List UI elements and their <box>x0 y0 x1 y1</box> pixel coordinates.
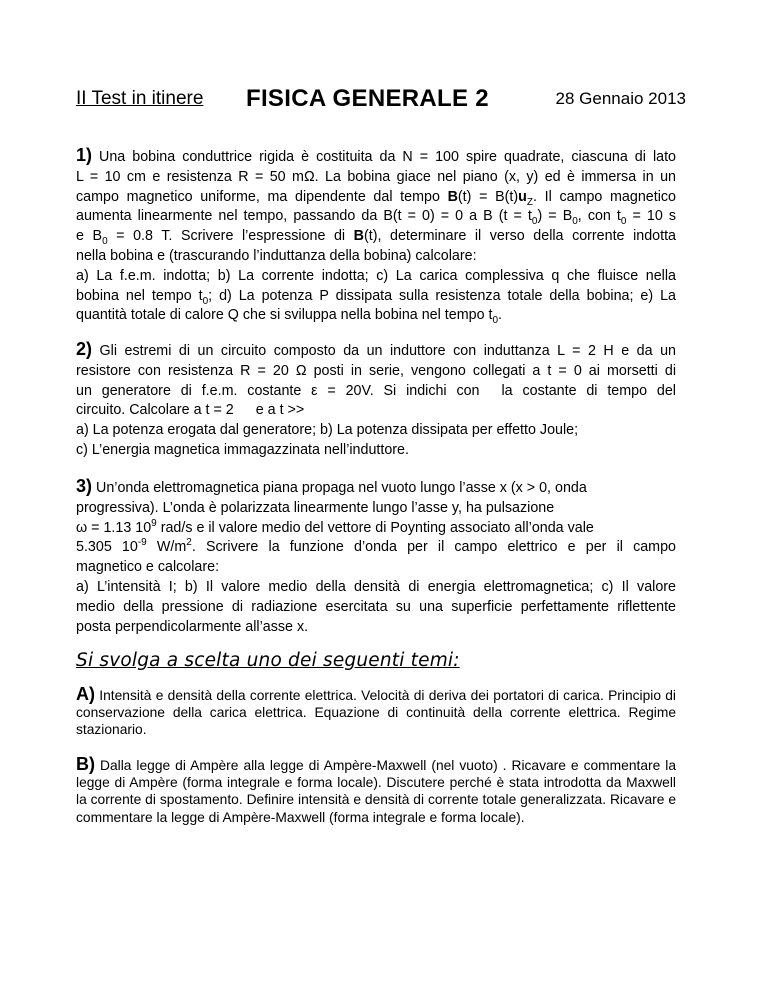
problem-3-number: 3) <box>76 476 93 496</box>
problem-1-line-9: quantità totale di calore Q che si sviluppa nella bobina nel tempo $t_0$. <box>76 307 503 327</box>
problem-2-line-2: resistore con resistenza R = 20 Ω posti in serie, vengono collegati a t = 0 ai morsetti di <box>76 362 676 379</box>
topic-b-label: B) <box>76 754 95 774</box>
problem-1-line-8: bobina nel tempo $t_0$; d) La potenza P dissipata sulla resistenza totale della bobina; e) La <box>76 287 676 307</box>
topic-b <box>76 756 676 826</box>
problem-1-line-7: a) La f.e.m. indotta; b) La corrente indotta; c) La carica complessiva q che fluisce nella <box>76 267 676 284</box>
problem-3-line-8: posta perpendicolarmente all’asse x. <box>76 618 309 635</box>
topic-b-text: Dalla legge di Ampère alla legge di Ampère-Maxwell (nel vuoto) . Ricavare e commentare la legge di Ampère (forma integrale e forma locale). Discutere perché è stata introdotta da Maxwell la corrente di spostamento. Definire intensità e densità di corrente totale generalizzata. Ricavare e commentare la legge di Ampère-Maxwell (forma integrale e forma locale). <box>76 758 676 825</box>
problem-2 <box>76 340 676 461</box>
test-label: II Test in itinere <box>76 88 204 109</box>
problem-1-line-5: e $B_0 = 0.8$ T. Scrivere l’espressione di B(t), determinare il verso della corrente indotta <box>76 228 676 248</box>
exam-date: 28 Gennaio 2013 <box>555 89 686 108</box>
problem-3-line-2: progressiva). L’onda è polarizzata linearmente lungo l’asse y, ha pulsazione <box>76 499 555 516</box>
topic-a-text: Intensità e densità della corrente elettrica. Velocità di deriva dei portatori di carica. Principio di conservazione della carica elettrica. Equazione di continuità della corrente elettrica. Regime stazionario. <box>76 688 676 738</box>
problem-2-line-5: a) La potenza erogata dal generatore; b) La potenza dissipata per effetto Joule; <box>76 422 579 439</box>
problem-1-line-4: aumenta linearmente nel tempo, passando da B(t = 0) = 0 a B $(t = t_0) = B_0$, con $t_0 = 10$ s <box>76 208 676 228</box>
problem-1-line-6: nella bobina e (trascurando l’induttanza della bobina) calcolare: <box>76 247 477 264</box>
problem-2-line-3: un generatore di f.e.m. costante ε = 20V. Si indichi con la costante di tempo del <box>76 382 676 399</box>
problem-1-line-2: L = 10 cm e resistenza R = 50 mΩ. La bobina giace nel piano (x, y) ed è immersa in un <box>76 168 676 185</box>
topic-a <box>76 686 676 739</box>
exam-header <box>76 86 686 116</box>
problem-1-number: 1) <box>76 145 93 165</box>
problem-3-line-5: magnetico e calcolare: <box>76 559 220 576</box>
problem-2-line-6: c) L’energia magnetica immagazzinata nell’induttore. <box>76 441 409 458</box>
problem-3-line-4: 5.305 $10^{-9}$ $W/m^2$. Scrivere la funzione d’onda per il campo elettrico e per il campo <box>76 537 676 556</box>
problem-2-number: 2) <box>76 339 93 359</box>
topic-a-label: A) <box>76 684 95 704</box>
course-title: FISICA GENERALE 2 <box>246 85 489 112</box>
problem-1 <box>76 146 676 326</box>
problem-1-line-3: campo magnetico uniforme, ma dipendente dal tempo $B(t) = B(t)u_Z$. Il campo magnetico <box>76 188 676 208</box>
problem-3 <box>76 477 676 637</box>
topics-heading: Si svolga a scelta uno dei seguenti temi: <box>76 650 460 671</box>
problem-3-line-1: 3) Un’onda elettromagnetica piana propaga nel vuoto lungo l’asse x (x > 0, onda <box>76 476 587 496</box>
problem-3-line-6: a) L’intensità I; b) Il valore medio della densità di energia elettromagnetica; c) Il valore <box>76 578 676 595</box>
problem-2-line-1: 2) Gli estremi di un circuito composto da un induttore con induttanza L = 2 H e da un <box>76 339 676 359</box>
problem-2-line-4: circuito. Calcolare a t = 2 e a t >> <box>76 402 305 419</box>
problem-3-line-3: ω = 1.13 $10^9$ rad/s e il valore medio del vettore di Poynting associato all’onda vale <box>76 517 594 536</box>
problem-1-line-1: 1) Una bobina conduttrice rigida è costituita da N = 100 spire quadrate, ciascuna di lato <box>76 145 676 165</box>
problem-3-line-7: medio della pressione di radiazione esercitata su una superficie perfettamente riflettente <box>76 598 676 615</box>
